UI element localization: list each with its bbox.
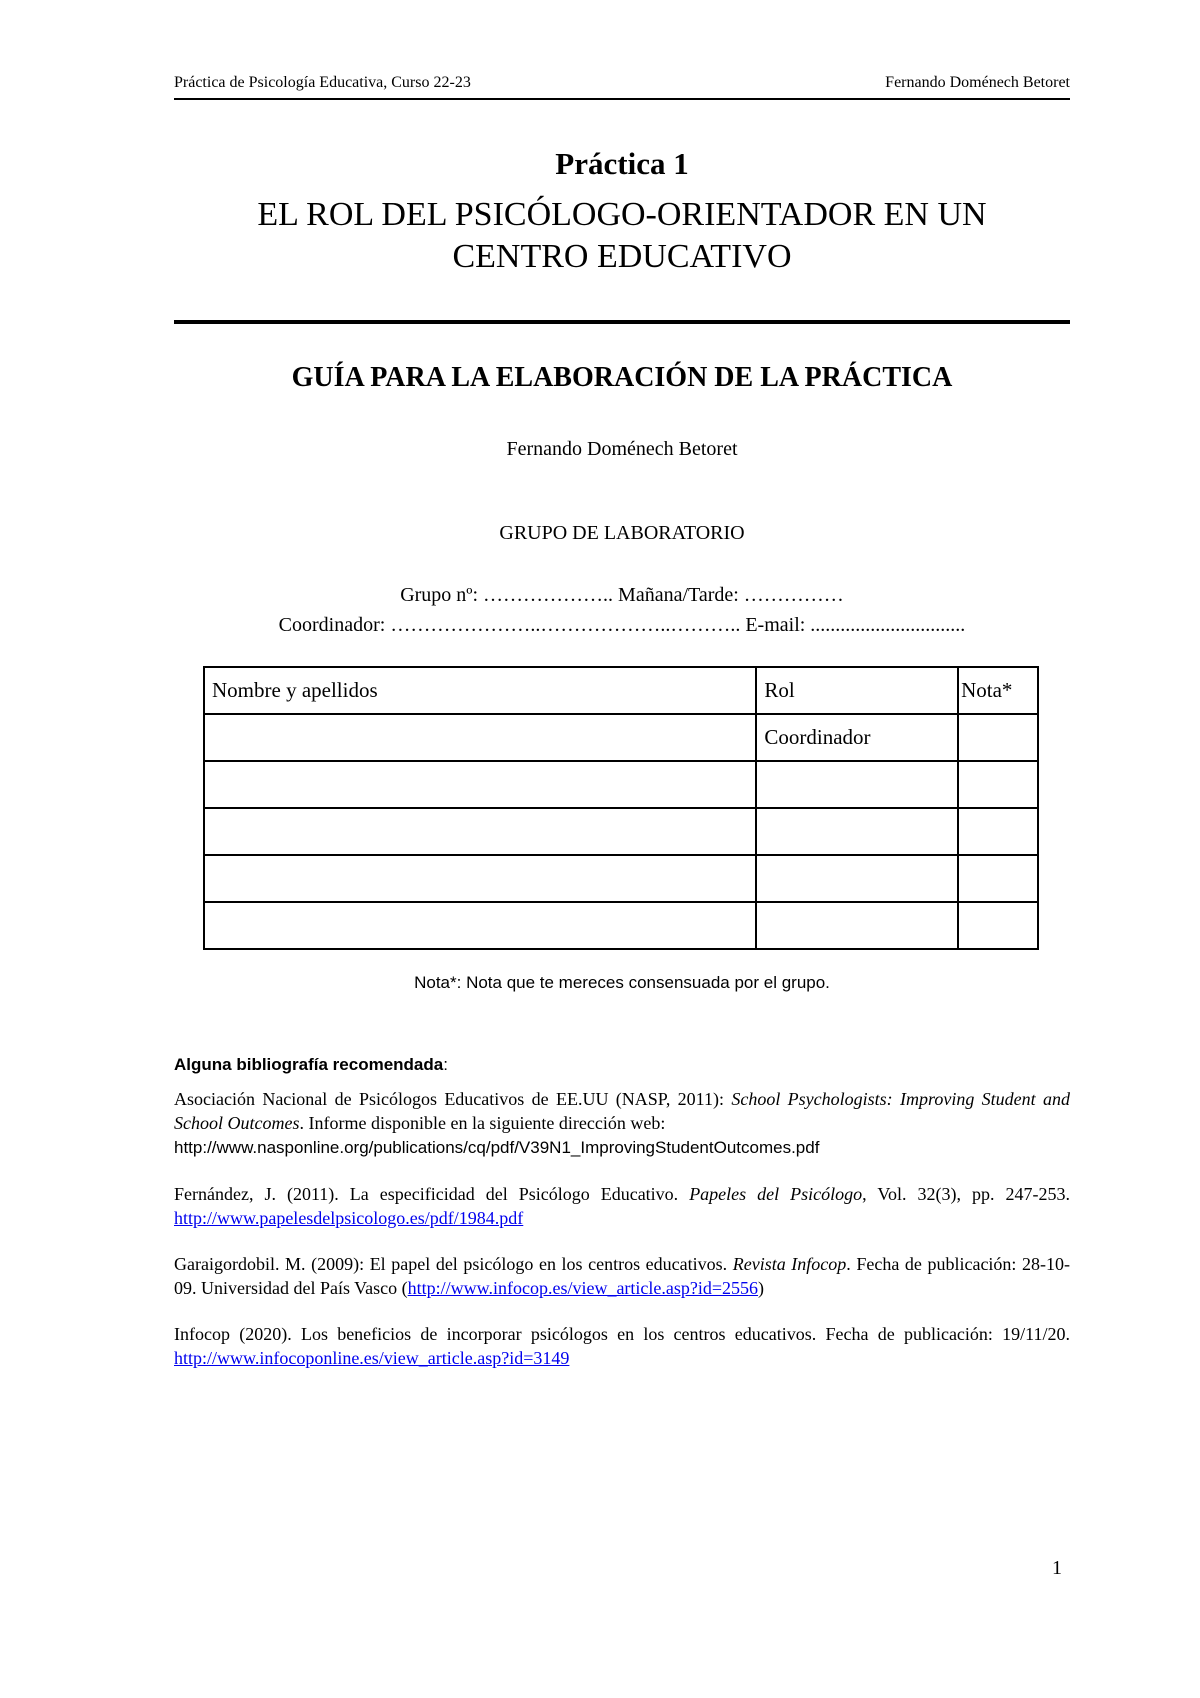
ref2-italic: Papeles del Psicólogo <box>689 1184 863 1204</box>
role-cell[interactable] <box>756 855 958 902</box>
role-cell[interactable] <box>756 902 958 949</box>
page-header <box>174 72 1070 100</box>
bibliography-heading-colon: : <box>443 1055 448 1074</box>
ref3-italic: Revista Infocop <box>732 1254 847 1274</box>
header-course: Práctica de Psicología Educativa, Curso 22-23 <box>174 74 471 91</box>
header-role: Rol <box>756 667 958 714</box>
guide-title: GUÍA PARA LA ELABORACIÓN DE LA PRÁCTICA <box>291 362 953 393</box>
bibliography-section <box>174 1052 1070 1392</box>
header-name: Nombre y apellidos <box>204 667 756 714</box>
name-cell[interactable] <box>204 855 756 902</box>
grade-cell[interactable] <box>958 714 1038 761</box>
bibliography-heading: Alguna bibliografía recomendada <box>174 1055 444 1074</box>
ref3-text-c: ) <box>758 1278 765 1298</box>
reference-3 <box>174 1252 1070 1300</box>
page-number: 1 <box>1052 1557 1062 1579</box>
ref4-text-a: Infocop (2020). Los beneficios de incorporar psicólogos en los centros educativos. Fecha de publicación: 19/11/20. <box>174 1324 1070 1344</box>
name-cell[interactable] <box>204 761 756 808</box>
grade-cell[interactable] <box>958 902 1038 949</box>
ref3-text-a: Garaigordobil. M. (2009): El papel del psicólogo en los centros educativos. <box>174 1254 733 1274</box>
main-title-line-1: EL ROL DEL PSICÓLOGO-ORIENTADOR EN UN <box>257 196 987 233</box>
reference-4 <box>174 1322 1070 1370</box>
name-cell[interactable] <box>204 808 756 855</box>
coordinator-line: Coordinador: …………………..………………..……….. E-mail: ............................... <box>278 614 966 636</box>
guide-author: Fernando Doménech Betoret <box>506 438 738 460</box>
ref1-italic: School Psychologists: Improving Student and School Outcomes <box>174 1089 1071 1133</box>
ref3-text-b: . Fecha de publicación: 28-10-09. Universidad del País Vasco ( <box>174 1254 1070 1298</box>
table-row <box>204 761 1038 808</box>
ref4-link[interactable]: http://www.infocoponline.es/view_article.asp?id=3149 <box>174 1348 570 1368</box>
table-footnote: Nota*: Nota que te mereces consensuada por el grupo. <box>414 973 830 992</box>
table-row <box>204 808 1038 855</box>
ref1-text-b: . Informe disponible en la siguiente dirección web: <box>299 1113 666 1133</box>
ref2-link[interactable]: http://www.papelesdelpsicologo.es/pdf/1984.pdf <box>174 1208 524 1228</box>
ref1-url: http://www.nasponline.org/publications/cq/pdf/V39N1_ImprovingStudentOutcomes.pdf <box>174 1138 820 1157</box>
reference-2 <box>174 1182 1070 1230</box>
lab-group-heading: GRUPO DE LABORATORIO <box>499 522 745 544</box>
practice-number-title: Práctica 1 <box>555 146 689 181</box>
role-cell[interactable] <box>756 808 958 855</box>
name-cell[interactable] <box>204 714 756 761</box>
title-divider <box>174 320 1070 324</box>
ref3-link[interactable]: http://www.infocop.es/view_article.asp?id=2556 <box>407 1278 759 1298</box>
table-row <box>204 855 1038 902</box>
role-cell[interactable] <box>756 761 958 808</box>
role-cell[interactable]: Coordinador <box>756 714 958 761</box>
ref1-text-a: Asociación Nacional de Psicólogos Educativos de EE.UU (NASP, 2011): <box>174 1089 732 1109</box>
table-row <box>204 902 1038 949</box>
main-title-line-2: CENTRO EDUCATIVO <box>452 238 792 275</box>
members-table <box>203 666 1039 950</box>
ref2-text-a: Fernández, J. (2011). La especificidad del Psicólogo Educativo. <box>174 1184 690 1204</box>
grade-cell[interactable] <box>958 808 1038 855</box>
table-header-row <box>204 667 1038 714</box>
bibliography-heading-line <box>174 1052 1070 1077</box>
practice-main-title <box>174 194 1070 278</box>
header-grade: Nota* <box>958 667 1038 714</box>
name-cell[interactable] <box>204 902 756 949</box>
ref2-text-b: , Vol. 32(3), pp. 247-253. <box>862 1184 1070 1204</box>
reference-1 <box>174 1087 1070 1160</box>
table-row <box>204 714 1038 761</box>
group-number-line: Grupo nº: ……………….. Mañana/Tarde: …………… <box>400 584 844 606</box>
grade-cell[interactable] <box>958 761 1038 808</box>
grade-cell[interactable] <box>958 855 1038 902</box>
header-author: Fernando Doménech Betoret <box>885 74 1070 91</box>
